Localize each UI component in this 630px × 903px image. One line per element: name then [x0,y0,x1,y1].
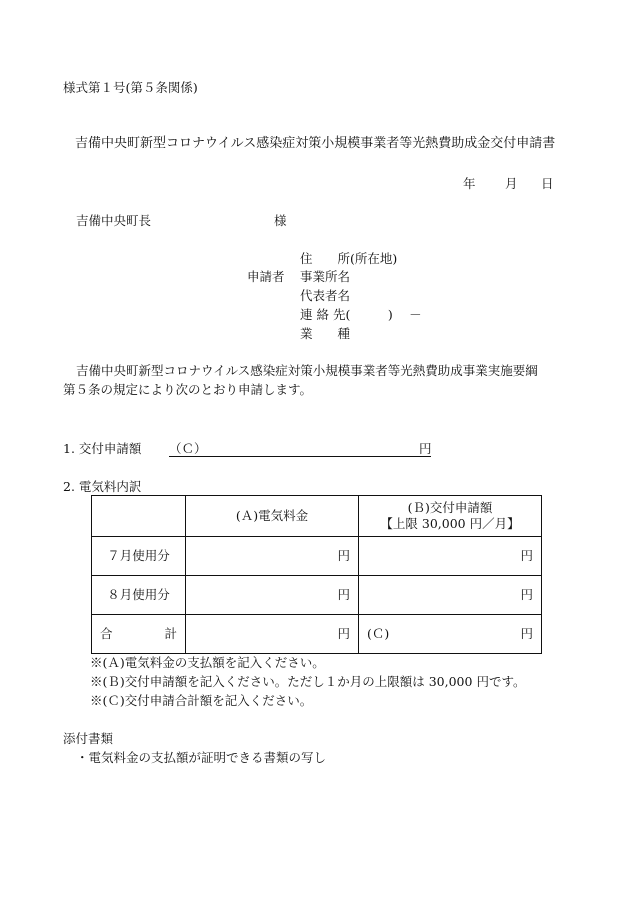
table-row [92,576,542,615]
total-b-marker: (Ｃ) [367,626,390,641]
date-day-label: 日 [541,176,554,191]
note-c: ※(Ｃ)交付申請合計額を記入ください。 [90,693,313,708]
applicant-label: 申請者 [247,269,285,284]
row-a-unit[interactable]: 円 [186,576,359,615]
note-a: ※(Ａ)電気料金の支払額を記入ください。 [90,655,325,670]
row-b-unit[interactable]: 円 [359,537,542,576]
header-b-line2: 【上限 30,000 円／月】 [380,516,520,531]
row-label: ８月使用分 [92,576,186,615]
form-number: 様式第１号(第５条関係) [63,80,198,95]
section1-marker: （Ｃ） [169,441,207,456]
section1-label: 1. 交付申請額 [63,441,142,456]
form-title: 吉備中央町新型コロナウイルス感染症対策小規模事業者等光熱費助成金交付申請書 [75,136,556,151]
header-b [359,496,542,537]
business-name-label: 事業所名 [300,269,351,284]
addressee-name: 吉備中央町長 [76,213,152,228]
contact-label: 連 絡 先( ) － [300,307,422,322]
total-a-unit[interactable]: 円 [186,615,359,654]
addressee-honorific: 様 [274,213,287,228]
note-b: ※(Ｂ)交付申請額を記入ください。ただし１か月の上限額は 30,000 円です。 [90,674,526,689]
row-a-unit[interactable]: 円 [186,537,359,576]
header-a: (Ａ)電気料金 [186,496,359,537]
attachments-title: 添付書類 [63,731,114,746]
total-b-cell[interactable] [359,615,542,654]
total-label-cell [92,615,186,654]
address-label: 住 所(所在地) [300,251,398,266]
section1-underline [169,456,431,457]
table-total-row [92,615,542,654]
table-header-row [92,496,542,537]
total-label-right: 計 [164,626,177,641]
section2-label: 2. 電気料内訳 [63,479,142,494]
table-row [92,537,542,576]
row-label: ７月使用分 [92,537,186,576]
total-label-left: 合 [100,626,113,641]
date-month-label: 月 [505,176,518,191]
intro-line-1: 吉備中央町新型コロナウイルス感染症対策小規模事業者等光熱費助成事業実施要綱 [76,363,538,378]
industry-label: 業 種 [300,326,351,341]
attachment-item: ・電気料金の支払額が証明できる書類の写し [76,750,327,765]
date-year-label: 年 [463,176,476,191]
electricity-breakdown-table [91,495,542,654]
header-blank-cell [92,496,186,537]
section1-unit: 円 [419,441,432,456]
row-b-unit[interactable]: 円 [359,576,542,615]
representative-label: 代表者名 [300,288,351,303]
header-b-line1: (Ｂ)交付申請額 [407,500,493,515]
intro-line-2: 第５条の規定により次のとおり申請します。 [63,382,313,397]
total-b-unit: 円 [520,626,533,641]
